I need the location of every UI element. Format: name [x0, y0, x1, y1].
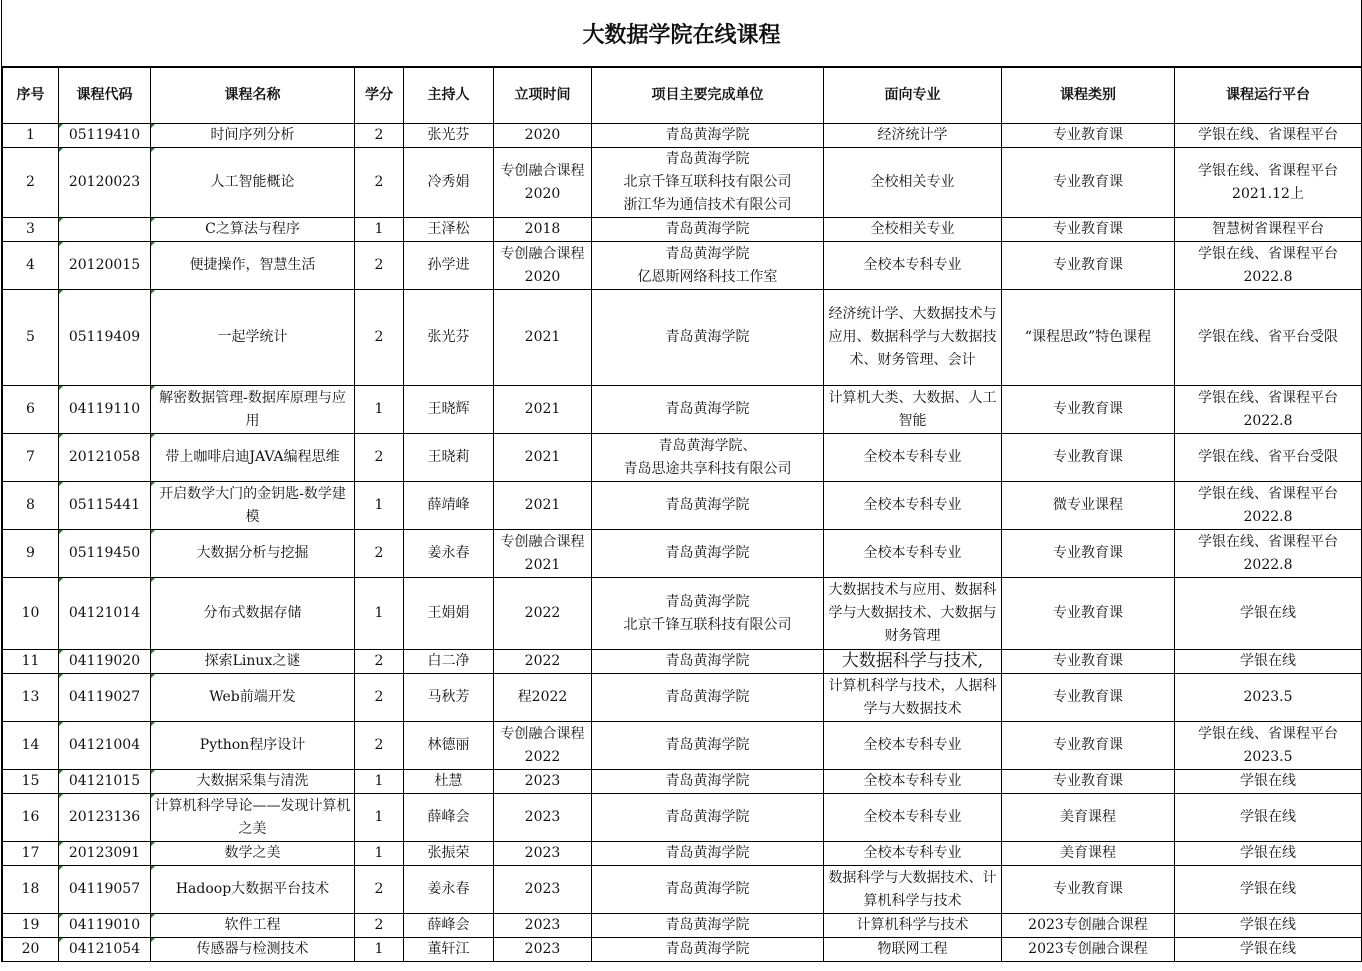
cell-no[interactable]: 11	[3, 650, 59, 674]
table-row	[3, 650, 1362, 674]
table-row	[3, 386, 1362, 434]
cell-credit[interactable]: 1	[355, 218, 404, 242]
col-header: 课程代码	[59, 68, 151, 124]
cell-host[interactable]: 王晓莉	[404, 434, 494, 482]
spreadsheet	[1, 0, 1362, 962]
cell-platform[interactable]: 学银在线	[1175, 938, 1362, 962]
cell-year[interactable]: 专创融合课程2021	[494, 530, 592, 578]
cell-host[interactable]: 薛靖峰	[404, 482, 494, 530]
cell-name[interactable]: 传感器与检测技术	[151, 938, 355, 962]
cell-year[interactable]: 专创融合课程2022	[494, 722, 592, 770]
cell-year[interactable]: 2023	[494, 914, 592, 938]
cell-code[interactable]: 20120015	[59, 242, 151, 290]
table-row	[3, 866, 1362, 914]
cell-unit[interactable]: 青岛黄海学院	[592, 386, 824, 434]
cell-unit[interactable]: 青岛黄海学院	[592, 794, 824, 842]
col-header: 课程类别	[1002, 68, 1175, 124]
cell-name[interactable]: 大数据分析与挖掘	[151, 530, 355, 578]
cell-year[interactable]: 2020	[494, 124, 592, 148]
cell-unit[interactable]: 青岛黄海学院 北京千锋互联科技有限公司	[592, 578, 824, 650]
cell-name[interactable]: 时间序列分析	[151, 124, 355, 148]
cell-no[interactable]: 4	[3, 242, 59, 290]
table-row	[3, 148, 1362, 218]
cell-no[interactable]: 16	[3, 794, 59, 842]
cell-unit[interactable]: 青岛黄海学院	[592, 914, 824, 938]
table-row	[3, 938, 1362, 962]
cell-name[interactable]: 一起学统计	[151, 290, 355, 386]
col-header: 课程名称	[151, 68, 355, 124]
cell-code[interactable]: 05119409	[59, 290, 151, 386]
cell-category[interactable]: 2023专创融合课程	[1002, 914, 1175, 938]
cell-category[interactable]: “课程思政”特色课程	[1002, 290, 1175, 386]
cell-major[interactable]: 全校本专科专业	[824, 842, 1002, 866]
cell-category[interactable]: 专业教育课	[1002, 434, 1175, 482]
cell-host[interactable]: 孙学进	[404, 242, 494, 290]
cell-host[interactable]: 白二净	[404, 650, 494, 674]
cell-year[interactable]: 程2022	[494, 674, 592, 722]
cell-major[interactable]: 数据科学与大数据技术、计算机科学与技术	[824, 866, 1002, 914]
cell-credit[interactable]: 2	[355, 914, 404, 938]
cell-year[interactable]: 2022	[494, 650, 592, 674]
cell-category[interactable]: 2023专创融合课程	[1002, 938, 1175, 962]
table-row	[3, 124, 1362, 148]
cell-name[interactable]: 计算机科学导论——发现计算机之美	[151, 794, 355, 842]
cell-platform[interactable]: 2023.5	[1175, 674, 1362, 722]
cell-unit[interactable]: 青岛黄海学院	[592, 482, 824, 530]
cell-category[interactable]: 专业教育课	[1002, 674, 1175, 722]
cell-major[interactable]: 计算机科学与技术	[824, 914, 1002, 938]
cell-host[interactable]: 冷秀娟	[404, 148, 494, 218]
table-row	[3, 482, 1362, 530]
cell-unit[interactable]: 青岛黄海学院	[592, 866, 824, 914]
cell-no[interactable]: 17	[3, 842, 59, 866]
cell-host[interactable]: 姜永春	[404, 866, 494, 914]
cell-no[interactable]: 6	[3, 386, 59, 434]
cell-major[interactable]: 全校相关专业	[824, 148, 1002, 218]
cell-name[interactable]: 分布式数据存储	[151, 578, 355, 650]
course-table	[2, 67, 1362, 962]
cell-category[interactable]: 专业教育课	[1002, 148, 1175, 218]
cell-host[interactable]: 张光芬	[404, 290, 494, 386]
cell-major[interactable]: 计算机科学与技术，人据科学与大数据技术	[824, 674, 1002, 722]
cell-no[interactable]: 5	[3, 290, 59, 386]
cell-unit[interactable]: 青岛黄海学院	[592, 124, 824, 148]
cell-unit[interactable]: 青岛黄海学院	[592, 290, 824, 386]
cell-year[interactable]: 2023	[494, 866, 592, 914]
col-header: 立项时间	[494, 68, 592, 124]
cell-code[interactable]	[59, 218, 151, 242]
cell-platform[interactable]: 学银在线、省课程平台2022.8	[1175, 242, 1362, 290]
cell-credit[interactable]: 2	[355, 434, 404, 482]
cell-year[interactable]: 2021	[494, 290, 592, 386]
cell-no[interactable]: 20	[3, 938, 59, 962]
cell-no[interactable]: 19	[3, 914, 59, 938]
cell-host[interactable]: 王晓辉	[404, 386, 494, 434]
cell-major[interactable]: 计算机大类、大数据、人工智能	[824, 386, 1002, 434]
cell-platform[interactable]: 学银在线、省平台受限	[1175, 290, 1362, 386]
cell-host[interactable]: 张光芬	[404, 124, 494, 148]
cell-credit[interactable]: 2	[355, 242, 404, 290]
cell-major[interactable]: 经济统计学、大数据技术与应用、数据科学与大数据技术、财务管理、会计	[824, 290, 1002, 386]
cell-major[interactable]: 大数据科学与技术,	[824, 650, 1002, 674]
cell-category[interactable]: 美育课程	[1002, 794, 1175, 842]
cell-unit[interactable]: 青岛黄海学院	[592, 842, 824, 866]
cell-name[interactable]: Web前端开发	[151, 674, 355, 722]
cell-major[interactable]: 全校相关专业	[824, 218, 1002, 242]
col-header: 面向专业	[824, 68, 1002, 124]
cell-code[interactable]: 20123091	[59, 842, 151, 866]
cell-no[interactable]: 15	[3, 770, 59, 794]
cell-category[interactable]: 专业教育课	[1002, 242, 1175, 290]
cell-year[interactable]: 专创融合课程2020	[494, 148, 592, 218]
cell-platform[interactable]: 学银在线	[1175, 866, 1362, 914]
cell-unit[interactable]: 青岛黄海学院 亿恩斯网络科技工作室	[592, 242, 824, 290]
cell-category[interactable]: 专业教育课	[1002, 218, 1175, 242]
header-row	[3, 68, 1362, 124]
cell-major[interactable]: 物联网工程	[824, 938, 1002, 962]
col-header: 序号	[3, 68, 59, 124]
cell-code[interactable]: 04121004	[59, 722, 151, 770]
cell-credit[interactable]: 1	[355, 386, 404, 434]
cell-code[interactable]: 04119027	[59, 674, 151, 722]
cell-credit[interactable]: 1	[355, 794, 404, 842]
cell-major[interactable]: 全校本专科专业	[824, 434, 1002, 482]
cell-code[interactable]: 20120023	[59, 148, 151, 218]
cell-name[interactable]: 带上咖啡启迪JAVA编程思维	[151, 434, 355, 482]
cell-code[interactable]: 04121014	[59, 578, 151, 650]
cell-major[interactable]: 全校本专科专业	[824, 770, 1002, 794]
cell-host[interactable]: 王娟娟	[404, 578, 494, 650]
cell-name[interactable]: 人工智能概论	[151, 148, 355, 218]
cell-credit[interactable]: 2	[355, 674, 404, 722]
cell-category[interactable]: 专业教育课	[1002, 386, 1175, 434]
cell-no[interactable]: 3	[3, 218, 59, 242]
table-row	[3, 242, 1362, 290]
cell-year[interactable]: 2018	[494, 218, 592, 242]
cell-platform[interactable]: 学银在线、省课程平台	[1175, 124, 1362, 148]
cell-host[interactable]: 杜慧	[404, 770, 494, 794]
cell-name[interactable]: Hadoop大数据平台技术	[151, 866, 355, 914]
cell-code[interactable]: 04119020	[59, 650, 151, 674]
cell-name[interactable]: 便捷操作，智慧生活	[151, 242, 355, 290]
cell-unit[interactable]: 青岛黄海学院	[592, 674, 824, 722]
cell-no[interactable]: 13	[3, 674, 59, 722]
cell-unit[interactable]: 青岛黄海学院	[592, 938, 824, 962]
cell-category[interactable]: 专业教育课	[1002, 722, 1175, 770]
cell-code[interactable]: 20123136	[59, 794, 151, 842]
cell-unit[interactable]: 青岛黄海学院 北京千锋互联科技有限公司 浙江华为通信技术有限公司	[592, 148, 824, 218]
cell-platform[interactable]: 学银在线	[1175, 842, 1362, 866]
cell-year[interactable]: 2023	[494, 794, 592, 842]
cell-no[interactable]: 7	[3, 434, 59, 482]
cell-category[interactable]: 专业教育课	[1002, 650, 1175, 674]
cell-host[interactable]: 马秋芳	[404, 674, 494, 722]
col-header: 学分	[355, 68, 404, 124]
cell-name[interactable]: 大数据采集与清洗	[151, 770, 355, 794]
cell-category[interactable]: 专业教育课	[1002, 770, 1175, 794]
cell-credit[interactable]: 2	[355, 866, 404, 914]
table-row	[3, 842, 1362, 866]
cell-code[interactable]: 04121015	[59, 770, 151, 794]
col-header: 项目主要完成单位	[592, 68, 824, 124]
cell-code[interactable]: 05119410	[59, 124, 151, 148]
table-row	[3, 770, 1362, 794]
cell-major[interactable]: 全校本专科专业	[824, 482, 1002, 530]
cell-name[interactable]: 解密数据管理-数据库原理与应用	[151, 386, 355, 434]
cell-unit[interactable]: 青岛黄海学院	[592, 530, 824, 578]
cell-no[interactable]: 14	[3, 722, 59, 770]
table-row	[3, 290, 1362, 386]
cell-name[interactable]: 数学之美	[151, 842, 355, 866]
cell-platform[interactable]: 学银在线	[1175, 770, 1362, 794]
table-row	[3, 914, 1362, 938]
cell-code[interactable]: 04119010	[59, 914, 151, 938]
cell-no[interactable]: 18	[3, 866, 59, 914]
cell-no[interactable]: 2	[3, 148, 59, 218]
cell-credit[interactable]: 2	[355, 650, 404, 674]
cell-year[interactable]: 2021	[494, 386, 592, 434]
cell-credit[interactable]: 1	[355, 770, 404, 794]
cell-host[interactable]: 薛峰会	[404, 914, 494, 938]
cell-category[interactable]: 专业教育课	[1002, 578, 1175, 650]
cell-credit[interactable]: 1	[355, 842, 404, 866]
cell-no[interactable]: 1	[3, 124, 59, 148]
cell-platform[interactable]: 学银在线	[1175, 650, 1362, 674]
cell-category[interactable]: 专业教育课	[1002, 866, 1175, 914]
cell-name[interactable]: C之算法与程序	[151, 218, 355, 242]
table-row	[3, 794, 1362, 842]
cell-major[interactable]: 全校本专科专业	[824, 722, 1002, 770]
cell-credit[interactable]: 1	[355, 938, 404, 962]
cell-major[interactable]: 全校本专科专业	[824, 242, 1002, 290]
cell-unit[interactable]: 青岛黄海学院	[592, 650, 824, 674]
table-row	[3, 218, 1362, 242]
cell-credit[interactable]: 2	[355, 148, 404, 218]
cell-host[interactable]: 张振荣	[404, 842, 494, 866]
cell-platform[interactable]: 智慧树省课程平台	[1175, 218, 1362, 242]
cell-code[interactable]: 04121054	[59, 938, 151, 962]
table-row	[3, 578, 1362, 650]
cell-platform[interactable]: 学银在线、省课程平台2022.8	[1175, 530, 1362, 578]
cell-platform[interactable]: 学银在线、省课程平台2021.12上	[1175, 148, 1362, 218]
cell-platform[interactable]: 学银在线、省课程平台2022.8	[1175, 482, 1362, 530]
cell-credit[interactable]: 2	[355, 530, 404, 578]
cell-credit[interactable]: 2	[355, 722, 404, 770]
sheet-title: 大数据学院在线课程	[2, 0, 1361, 67]
cell-year[interactable]: 2023	[494, 938, 592, 962]
col-header: 主持人	[404, 68, 494, 124]
cell-year[interactable]: 2023	[494, 770, 592, 794]
cell-major[interactable]: 全校本专科专业	[824, 530, 1002, 578]
cell-unit[interactable]: 青岛黄海学院	[592, 770, 824, 794]
cell-host[interactable]: 林德丽	[404, 722, 494, 770]
cell-platform[interactable]: 学银在线、省课程平台2023.5	[1175, 722, 1362, 770]
cell-name[interactable]: 开启数学大门的金钥匙-数学建模	[151, 482, 355, 530]
cell-platform[interactable]: 学银在线、省课程平台2022.8	[1175, 386, 1362, 434]
cell-code[interactable]: 20121058	[59, 434, 151, 482]
table-body	[3, 124, 1362, 962]
cell-host[interactable]: 王泽松	[404, 218, 494, 242]
cell-year[interactable]: 2022	[494, 578, 592, 650]
cell-platform[interactable]: 学银在线	[1175, 794, 1362, 842]
cell-category[interactable]: 微专业课程	[1002, 482, 1175, 530]
cell-code[interactable]: 05115441	[59, 482, 151, 530]
cell-name[interactable]: 探索Linux之谜	[151, 650, 355, 674]
cell-platform[interactable]: 学银在线	[1175, 578, 1362, 650]
table-row	[3, 674, 1362, 722]
cell-no[interactable]: 8	[3, 482, 59, 530]
cell-unit[interactable]: 青岛黄海学院	[592, 722, 824, 770]
cell-category[interactable]: 专业教育课	[1002, 124, 1175, 148]
cell-credit[interactable]: 2	[355, 124, 404, 148]
cell-host[interactable]: 董轩江	[404, 938, 494, 962]
cell-platform[interactable]: 学银在线	[1175, 914, 1362, 938]
cell-year[interactable]: 专创融合课程2020	[494, 242, 592, 290]
cell-no[interactable]: 10	[3, 578, 59, 650]
cell-major[interactable]: 全校本专科专业	[824, 794, 1002, 842]
cell-major[interactable]: 大数据技术与应用、数据科学与大数据技术、大数据与财务管理	[824, 578, 1002, 650]
cell-unit[interactable]: 青岛黄海学院、 青岛思途共享科技有限公司	[592, 434, 824, 482]
cell-name[interactable]: 软件工程	[151, 914, 355, 938]
cell-major[interactable]: 经济统计学	[824, 124, 1002, 148]
cell-category[interactable]: 美育课程	[1002, 842, 1175, 866]
cell-host[interactable]: 薛峰会	[404, 794, 494, 842]
cell-credit[interactable]: 1	[355, 482, 404, 530]
cell-year[interactable]: 2021	[494, 482, 592, 530]
cell-unit[interactable]: 青岛黄海学院	[592, 218, 824, 242]
cell-code[interactable]: 04119057	[59, 866, 151, 914]
cell-no[interactable]: 9	[3, 530, 59, 578]
table-row	[3, 434, 1362, 482]
cell-platform[interactable]: 学银在线、省平台受限	[1175, 434, 1362, 482]
cell-category[interactable]: 专业教育课	[1002, 530, 1175, 578]
cell-year[interactable]: 2023	[494, 842, 592, 866]
cell-code[interactable]: 04119110	[59, 386, 151, 434]
col-header: 课程运行平台	[1175, 68, 1362, 124]
cell-host[interactable]: 姜永春	[404, 530, 494, 578]
table-row	[3, 722, 1362, 770]
cell-code[interactable]: 05119450	[59, 530, 151, 578]
cell-credit[interactable]: 2	[355, 290, 404, 386]
cell-year[interactable]: 2021	[494, 434, 592, 482]
cell-credit[interactable]: 1	[355, 578, 404, 650]
table-row	[3, 530, 1362, 578]
cell-name[interactable]: Python程序设计	[151, 722, 355, 770]
